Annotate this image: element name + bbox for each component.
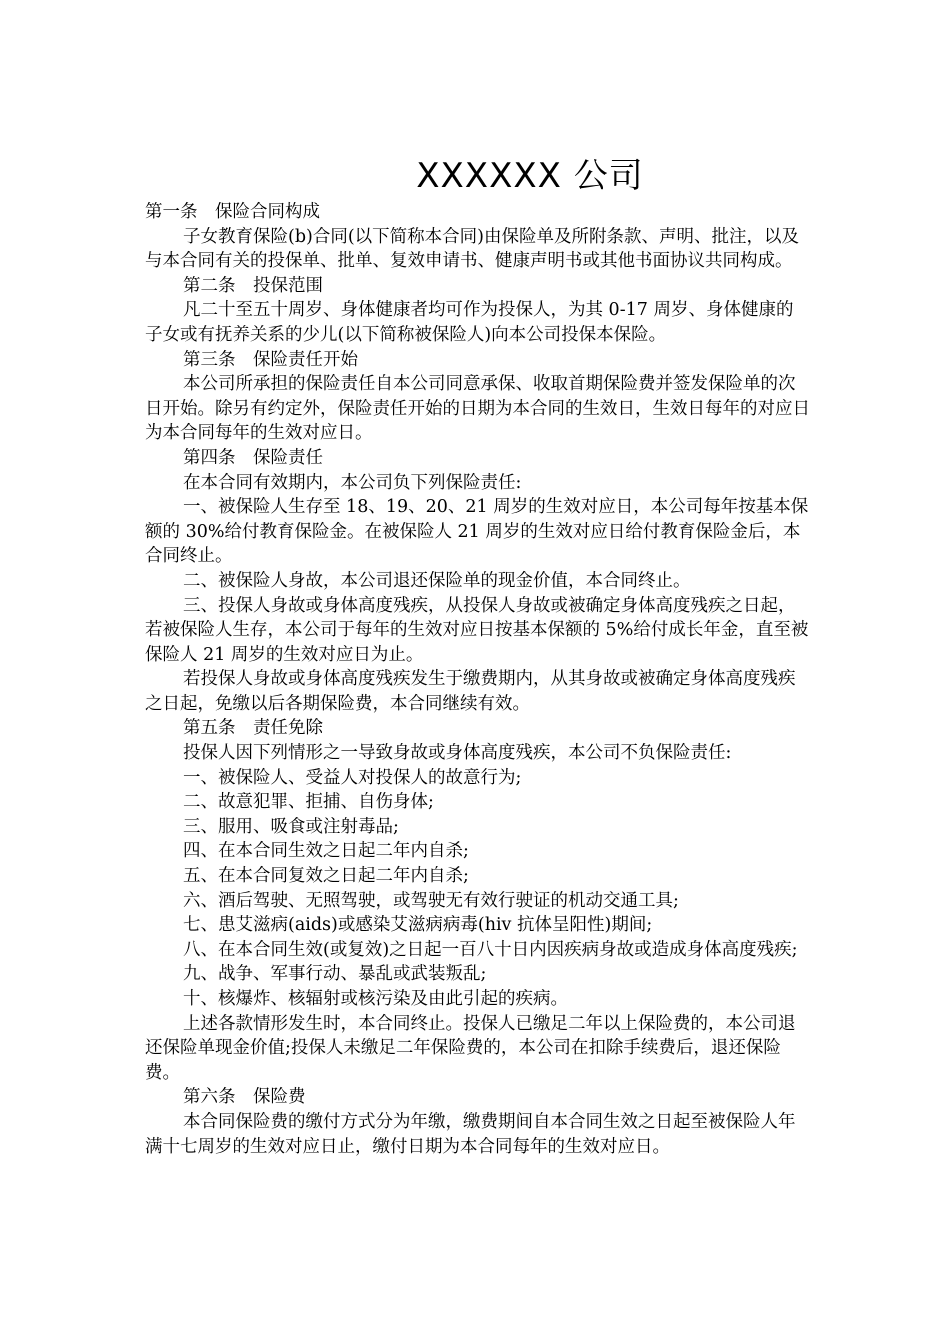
document-paragraph: 五、在本合同复效之日起二年内自杀; (183, 866, 469, 887)
document-body (145, 200, 810, 1159)
document-paragraph: 第四条 保险责任 (183, 447, 323, 468)
document-paragraph: 三、服用、吸食或注射毒品; (183, 816, 399, 837)
document-paragraph: 二、故意犯罪、拒捕、自伤身体; (183, 792, 434, 813)
document-paragraph: 四、在本合同生效之日起二年内自杀; (183, 841, 469, 862)
document-paragraph: 子女教育保险(b)合同(以下简称本合同)由保险单及所附条款、声明、批注，以及与本合同有关的投保单、批单、复效申请书、健康声明书或其他书面协议共同构成。 (145, 226, 800, 272)
document-paragraph: 本合同保险费的缴付方式分为年缴，缴费期间自本合同生效之日起至被保险人年满十七周岁的生效对应日止，缴付日期为本合同每年的生效对应日。 (145, 1111, 796, 1157)
document-paragraph: 第一条 保险合同构成 (145, 202, 320, 222)
document-paragraph: 第五条 责任免除 (183, 718, 323, 739)
document-paragraph: 第三条 保险责任开始 (183, 349, 358, 370)
document-paragraph: 第二条 投保范围 (183, 275, 323, 296)
document-paragraph: 三、投保人身故或身体高度残疾，从投保人身故或被确定身体高度残疾之日起，若被保险人生存，本公司于每年的生效对应日按基本保额的 5%给付成长年金，直至被保险人 21 周岁的生效对应日为止。 (145, 595, 809, 665)
document-paragraph: 一、被保险人生存至 18、19、20、21 周岁的生效对应日，本公司每年按基本保额的 30%给付教育保险金。在被保险人 21 周岁的生效对应日给付教育保险金后，本合同终止。 (145, 497, 809, 567)
document-paragraph: 八、在本合同生效(或复效)之日起一百八十日内因疾病身故或造成身体高度残疾; (183, 939, 798, 960)
document-paragraph: 第六条 保险费 (183, 1087, 306, 1108)
document-paragraph: 本公司所承担的保险责任自本公司同意承保、收取首期保险费并签发保险单的次日开始。除另有约定外，保险责任开始的日期为本合同的生效日，生效日每年的对应日为本合同每年的生效对应日。 (145, 374, 810, 444)
document-paragraph: 凡二十至五十周岁、身体健康者均可作为投保人，为其 0-17 周岁、身体健康的子女或有抚养关系的少儿(以下简称被保险人)向本公司投保本保险。 (145, 300, 794, 345)
document-title: XXXXXX 公司 (416, 156, 644, 196)
document-paragraph: 在本合同有效期内，本公司负下列保险责任: (183, 472, 522, 493)
document-paragraph: 投保人因下列情形之一导致身故或身体高度残疾，本公司不负保险责任: (183, 743, 732, 764)
document-paragraph: 六、酒后驾驶、无照驾驶，或驾驶无有效行驶证的机动交通工具; (183, 890, 679, 911)
document-paragraph: 若投保人身故或身体高度残疾发生于缴费期内，从其身故或被确定身体高度残疾之日起，免缴以后各期保险费，本合同继续有效。 (145, 669, 796, 714)
document-paragraph: 上述各款情形发生时，本合同终止。投保人已缴足二年以上保险费的，本公司退还保险单现金价值;投保人未缴足二年保险费的，本公司在扣除手续费后，退还保险费。 (145, 1013, 796, 1083)
document-paragraph: 二、被保险人身故，本公司退还保险单的现金价值，本合同终止。 (183, 570, 691, 591)
document-paragraph: 一、被保险人、受益人对投保人的故意行为; (183, 767, 522, 788)
document-paragraph: 七、患艾滋病(aids)或感染艾滋病病毒(hiv 抗体呈阳性)期间; (183, 915, 653, 936)
document-paragraph: 十、核爆炸、核辐射或核污染及由此引起的疾病。 (183, 989, 568, 1009)
document-paragraph: 九、战争、军事行动、暴乱或武装叛乱; (183, 964, 487, 985)
